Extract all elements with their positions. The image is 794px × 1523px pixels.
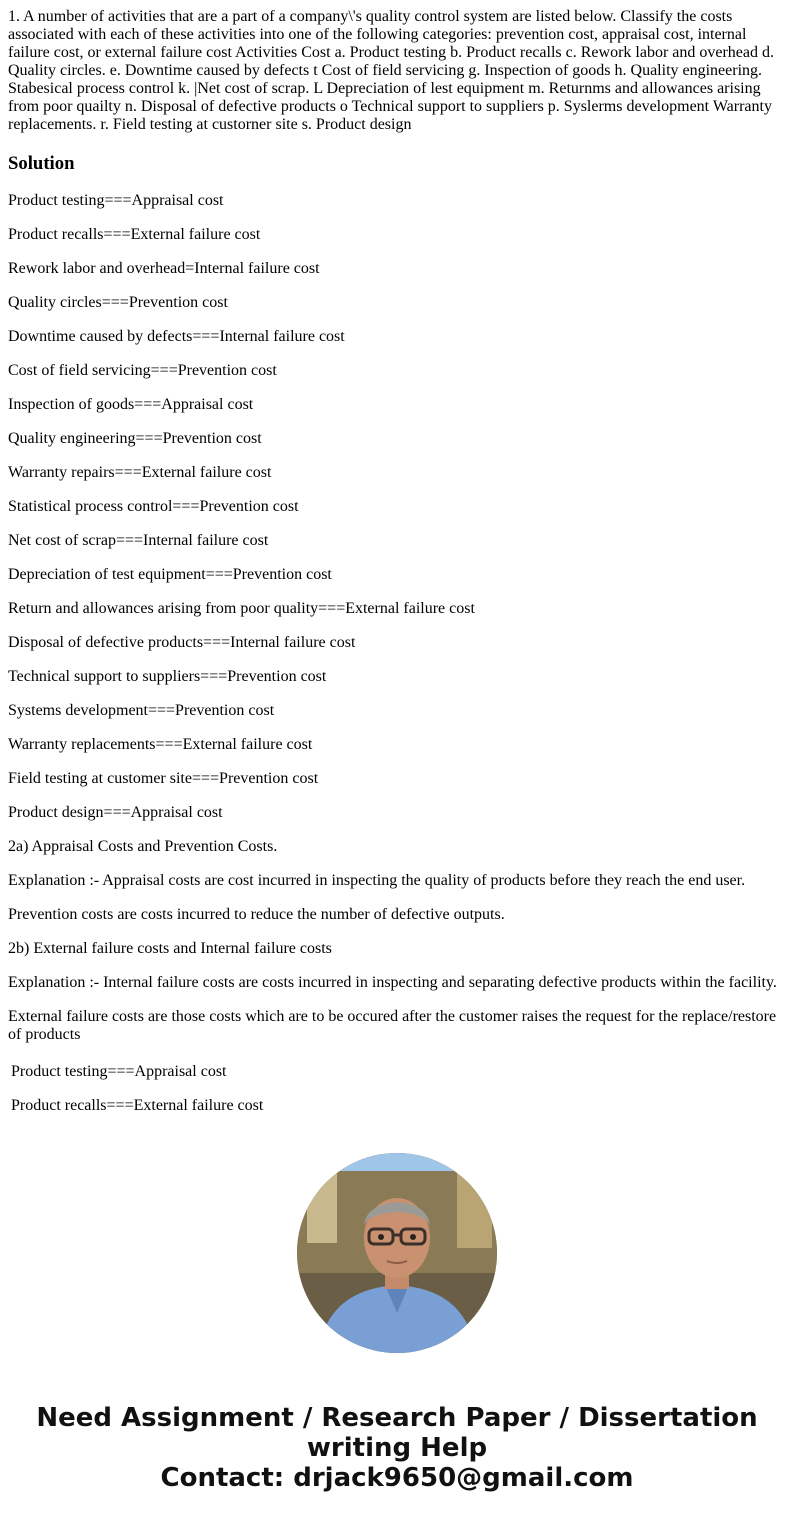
answer-line: Cost of field servicing===Prevention cost bbox=[8, 362, 277, 379]
solution-answers bbox=[8, 192, 786, 1044]
answer-line: Warranty repairs===External failure cost bbox=[8, 464, 272, 481]
answer-line: Field testing at customer site===Prevention cost bbox=[8, 770, 319, 787]
author-portrait-illustration bbox=[297, 1153, 497, 1353]
explanation-2a-prevention: Prevention costs are costs incurred to reduce the number of defective outputs. bbox=[8, 906, 505, 923]
table-cell bbox=[10, 1062, 264, 1132]
table-line: Product recalls===External failure cost bbox=[11, 1097, 264, 1114]
author-avatar bbox=[297, 1153, 497, 1353]
promo-line-1: Need Assignment / Research Paper / Dissertation bbox=[36, 1403, 758, 1433]
answer-line: Return and allowances arising from poor quality===External failure cost bbox=[8, 600, 475, 617]
explanation-2b-external: External failure costs are those costs which are to be occured after the customer raises the request for the replace/restore of products bbox=[8, 1008, 777, 1043]
answer-line: Product design===Appraisal cost bbox=[8, 804, 223, 821]
answer-line: Technical support to suppliers===Prevention cost bbox=[8, 668, 327, 685]
answer-line: Quality engineering===Prevention cost bbox=[8, 430, 262, 447]
answer-line: Systems development===Prevention cost bbox=[8, 702, 275, 719]
answer-line: Rework labor and overhead=Internal failure cost bbox=[8, 260, 320, 277]
answer-table bbox=[8, 1060, 266, 1134]
table-row bbox=[10, 1062, 264, 1132]
answer-line: Product testing===Appraisal cost bbox=[8, 192, 224, 209]
section-2b-title: 2b) External failure costs and Internal failure costs bbox=[8, 940, 332, 957]
answer-line: Inspection of goods===Appraisal cost bbox=[8, 396, 254, 413]
answer-line: Statistical process control===Prevention cost bbox=[8, 498, 299, 515]
answer-line: Net cost of scrap===Internal failure cost bbox=[8, 532, 269, 549]
answer-line: Depreciation of test equipment===Prevention cost bbox=[8, 566, 332, 583]
table-line: Product testing===Appraisal cost bbox=[11, 1063, 227, 1080]
answer-line: Quality circles===Prevention cost bbox=[8, 294, 228, 311]
answer-line: Disposal of defective products===Internal failure cost bbox=[8, 634, 356, 651]
answer-table-wrap bbox=[8, 1060, 786, 1134]
section-2a-title: 2a) Appraisal Costs and Prevention Costs. bbox=[8, 838, 278, 855]
answer-line: Product recalls===External failure cost bbox=[8, 226, 261, 243]
question-text: 1. A number of activities that are a part of a company\'s quality control system are listed below. Classify the costs associated with each of these activities into one of the following categories: prevention cost, appraisal cost, internal failure cost, or external failure cost Activities Cost a. Product testing b. Product recalls c. Rework labor and overhead d. Quality circles. e. Downtime caused by defects t Cost of field servicing g. Inspection of goods h. Quality engineering. Stabesical process control k. |Net cost of scrap. L Depreciation of lest equipment m. Returnms and allowances arising from poor quailty n. Disposal of defective products o Technical support to suppliers p. Syslerms development Warranty replacements. r. Field testing at custorner site s. Product design bbox=[8, 8, 774, 133]
solution-heading: Solution bbox=[8, 153, 75, 174]
promo-contact: Contact: drjack9650@gmail.com bbox=[160, 1463, 634, 1493]
answer-line: Warranty replacements===External failure cost bbox=[8, 736, 313, 753]
promo-line-2: writing Help bbox=[306, 1433, 488, 1463]
promo-banner bbox=[0, 1403, 794, 1493]
explanation-2a: Explanation :- Appraisal costs are cost incurred in inspecting the quality of products before they reach the end user. bbox=[8, 872, 746, 889]
explanation-2b: Explanation :- Internal failure costs are costs incurred in inspecting and separating defective products within the facility. bbox=[8, 974, 777, 991]
answer-line: Downtime caused by defects===Internal failure cost bbox=[8, 328, 345, 345]
